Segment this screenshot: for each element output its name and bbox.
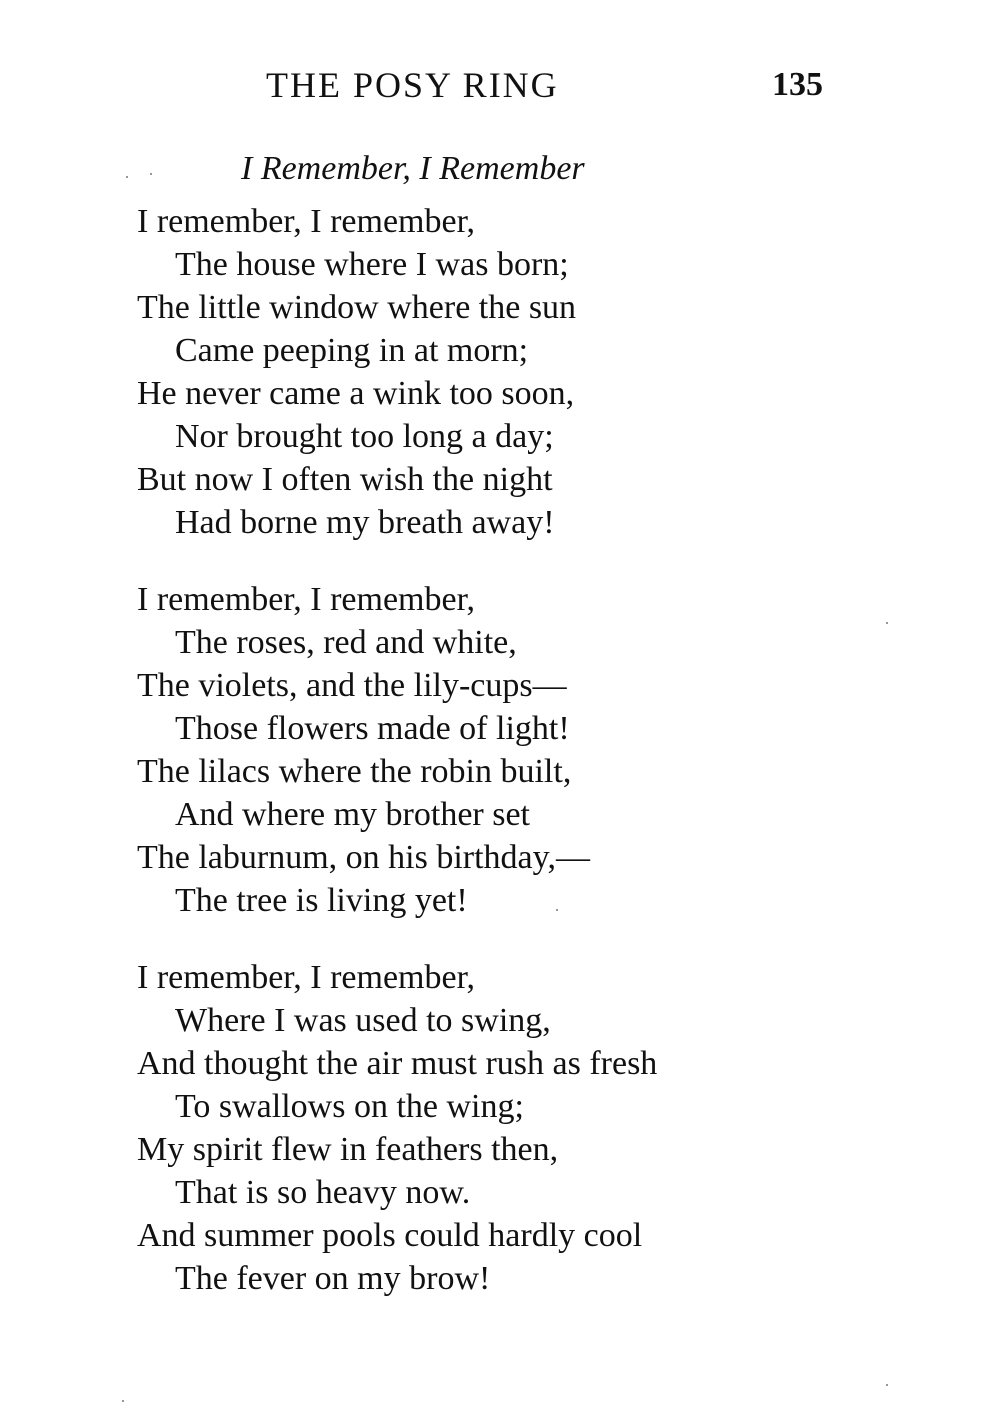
scan-speck	[886, 622, 888, 624]
poem-line: The violets, and the lily-cups—	[137, 667, 567, 704]
poem-line: Where I was used to swing,	[175, 1002, 551, 1039]
poem-line: He never came a wink too soon,	[137, 375, 575, 412]
scan-speck	[126, 176, 128, 178]
stanza-1	[137, 200, 957, 544]
page-number: 135	[772, 66, 823, 103]
running-title: THE POSY RING	[266, 65, 559, 105]
poem-line: But now I often wish the night	[137, 461, 553, 498]
stanza-2	[137, 578, 957, 922]
poem-line: To swallows on the wing;	[175, 1088, 524, 1125]
poem-line: The little window where the sun	[137, 289, 577, 326]
scan-speck	[150, 173, 152, 175]
poem-line: Had borne my breath away!	[175, 504, 555, 541]
poem-line: And thought the air must rush as fresh	[137, 1045, 658, 1082]
poem-line: The lilacs where the robin built,	[137, 753, 572, 790]
poem-line: My spirit flew in feathers then,	[137, 1131, 559, 1168]
poem-line: And where my brother set	[175, 796, 531, 833]
poem-line: Came peeping in at morn;	[175, 332, 529, 369]
running-header	[0, 62, 1000, 108]
poem-line: The tree is living yet!	[175, 882, 468, 919]
poem-line: The fever on my brow!	[175, 1260, 491, 1297]
poem-line: I remember, I remember,	[137, 581, 476, 618]
poem-line: The roses, red and white,	[175, 624, 517, 661]
scan-speck	[122, 1400, 124, 1402]
poem-title: I Remember, I Remember	[241, 150, 585, 187]
scan-speck	[556, 909, 558, 911]
poem-line: The house where I was born;	[175, 246, 569, 283]
poem-line: I remember, I remember,	[137, 959, 476, 996]
scan-speck	[886, 1384, 888, 1386]
poem-line: Nor brought too long a day;	[175, 418, 554, 455]
poem-line: And summer pools could hardly cool	[137, 1217, 643, 1254]
poem-line: The laburnum, on his birthday,—	[137, 839, 590, 876]
poem-line: Those flowers made of light!	[175, 710, 570, 747]
poem-body	[137, 200, 957, 1334]
poem-line: I remember, I remember,	[137, 203, 476, 240]
stanza-3	[137, 956, 957, 1300]
poem-line: That is so heavy now.	[175, 1174, 471, 1211]
